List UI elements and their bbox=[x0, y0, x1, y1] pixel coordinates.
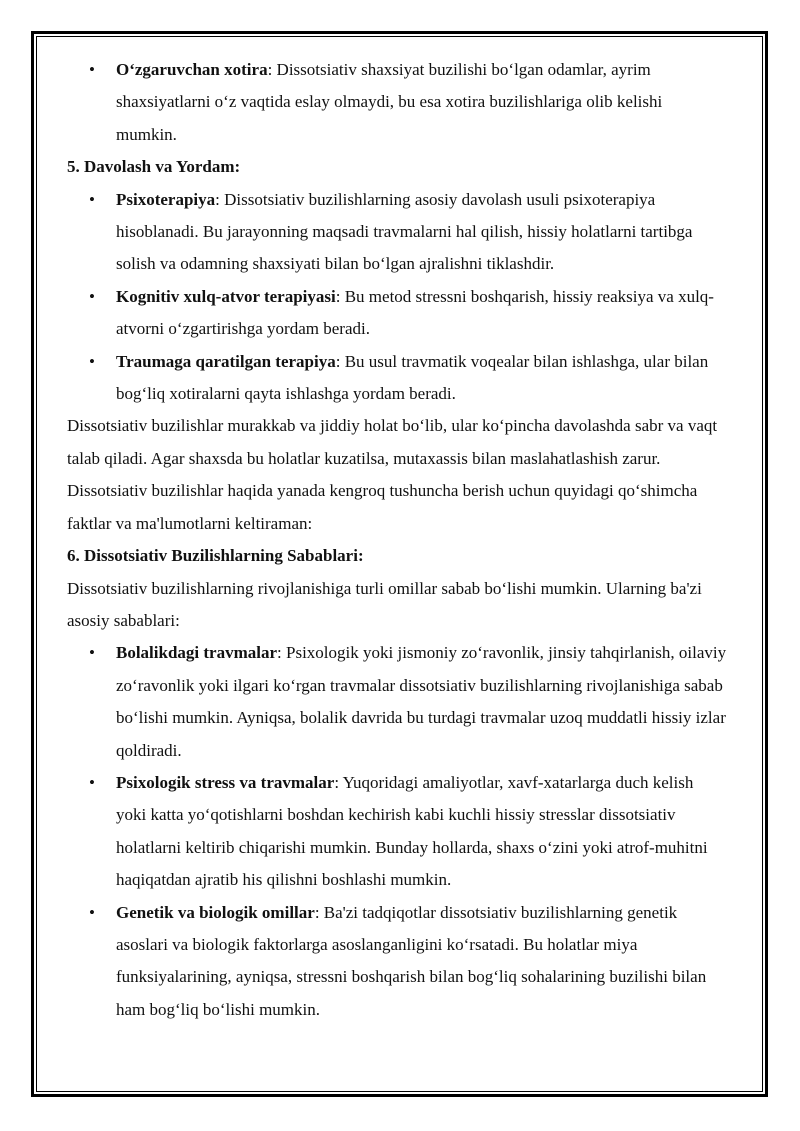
list-item bbox=[67, 897, 727, 1027]
list-item-term: Psixologik stress va travmalar bbox=[116, 772, 335, 792]
list-item bbox=[67, 637, 727, 767]
list-item-term: Bolalikdagi travmalar bbox=[116, 643, 278, 663]
bullet-list-treatment bbox=[67, 184, 727, 411]
paragraph: Dissotsiativ buzilishlar murakkab va jiddiy holat bo‘lib, ular ko‘pincha davolashda sabr va vaqt talab qiladi. Agar shaxsda bu holatlar kuzatilsa, mutaxassis bilan maslahatlashish zarur. bbox=[67, 416, 718, 468]
list-item bbox=[67, 281, 727, 346]
list-item bbox=[67, 767, 727, 897]
list-item-term: Genetik va biologik omillar bbox=[116, 902, 315, 922]
list-item-text: : Dissotsiativ shaxsiyat buzilishi bo‘lgan odamlar, ayrim shaxsiyatlarni o‘z vaqtida eslay olmaydi, bu esa xotira buzilishlariga olib kelishi mumkin. bbox=[116, 60, 663, 144]
paragraph: Dissotsiativ buzilishlarning rivojlanishiga turli omillar sabab bo‘lishi mumkin. Ularning ba'zi asosiy sabablari: bbox=[67, 578, 702, 630]
list-item-term: Psixoterapiya bbox=[116, 189, 216, 209]
list-item-term: Kognitiv xulq-atvor terapiyasi bbox=[116, 286, 336, 306]
list-item bbox=[67, 346, 727, 411]
list-item-text: : Yuqoridagi amaliyotlar, xavf-xatarlarga duch kelish yoki katta yo‘qotishlarni boshdan kechirish kabi kuchli hissiy stresslar dissotsiativ holatlarni keltirib chiqarishi mumkin. Bunday hollarda, shaxs o‘zini yoki atrof-muhitni haqiqatdan ajratib his qilishni boshlashi mumkin. bbox=[116, 772, 708, 890]
section-heading-5: 5. Davolash va Yordam: bbox=[67, 157, 241, 177]
section-heading-6: 6. Dissotsiativ Buzilishlarning Sabablari: bbox=[67, 546, 364, 566]
list-item-text: : Bu usul travmatik voqealar bilan ishlashga, ular bilan bog‘liq xotiralarni qayta ishlashga yordam beradi. bbox=[116, 351, 709, 404]
list-item-text: : Psixologik yoki jismoniy zo‘ravonlik, jinsiy tahqirlanish, oilaviy zo‘ravonlik yoki ilgari ko‘rgan travmalar dissotsiativ buzilishlarning rivojlanishiga sabab bo‘lishi mumkin. Ayniqsa, bolalik davrida bu turdagi travmalar uzoq muddatli hissiy izlar qoldiradi. bbox=[116, 643, 727, 760]
list-item-text: : Ba'zi tadqiqotlar dissotsiativ buzilishlarning genetik asoslari va biologik faktorlarga asoslanganligini ko‘rsatadi. Bu holatlar miya funksiyalarining, ayniqsa, stressni boshqarish bilan bog‘liq sohalarining buzilishi bilan ham bog‘liq bo‘lishi mumkin. bbox=[116, 902, 707, 1019]
list-item-term: O‘zgaruvchan xotira bbox=[116, 60, 268, 79]
list-item bbox=[67, 54, 727, 151]
list-item bbox=[67, 184, 727, 281]
list-item-text: : Bu metod stressni boshqarish, hissiy reaksiya va xulq-atvorni o‘zgartirishga yordam beradi. bbox=[116, 286, 714, 339]
bullet-list-prev bbox=[67, 54, 727, 151]
paragraph: Dissotsiativ buzilishlar haqida yanada kengroq tushuncha berish uchun quyidagi qo‘shimcha faktlar va ma'lumotlarni keltiraman: bbox=[67, 481, 698, 533]
document-body bbox=[67, 54, 727, 1026]
list-item-term: Traumaga qaratilgan terapiya bbox=[116, 351, 336, 371]
bullet-list-causes bbox=[67, 637, 727, 1026]
list-item-text: : Dissotsiativ buzilishlarning asosiy davolash usuli psixoterapiya hisoblanadi. Bu jarayonning maqsadi travmalarni hal qilish, hissiy holatlarni tartibga solish va odamning shaxsiyati bilan bo‘lgan ajralishni tiklashdir. bbox=[116, 189, 693, 274]
